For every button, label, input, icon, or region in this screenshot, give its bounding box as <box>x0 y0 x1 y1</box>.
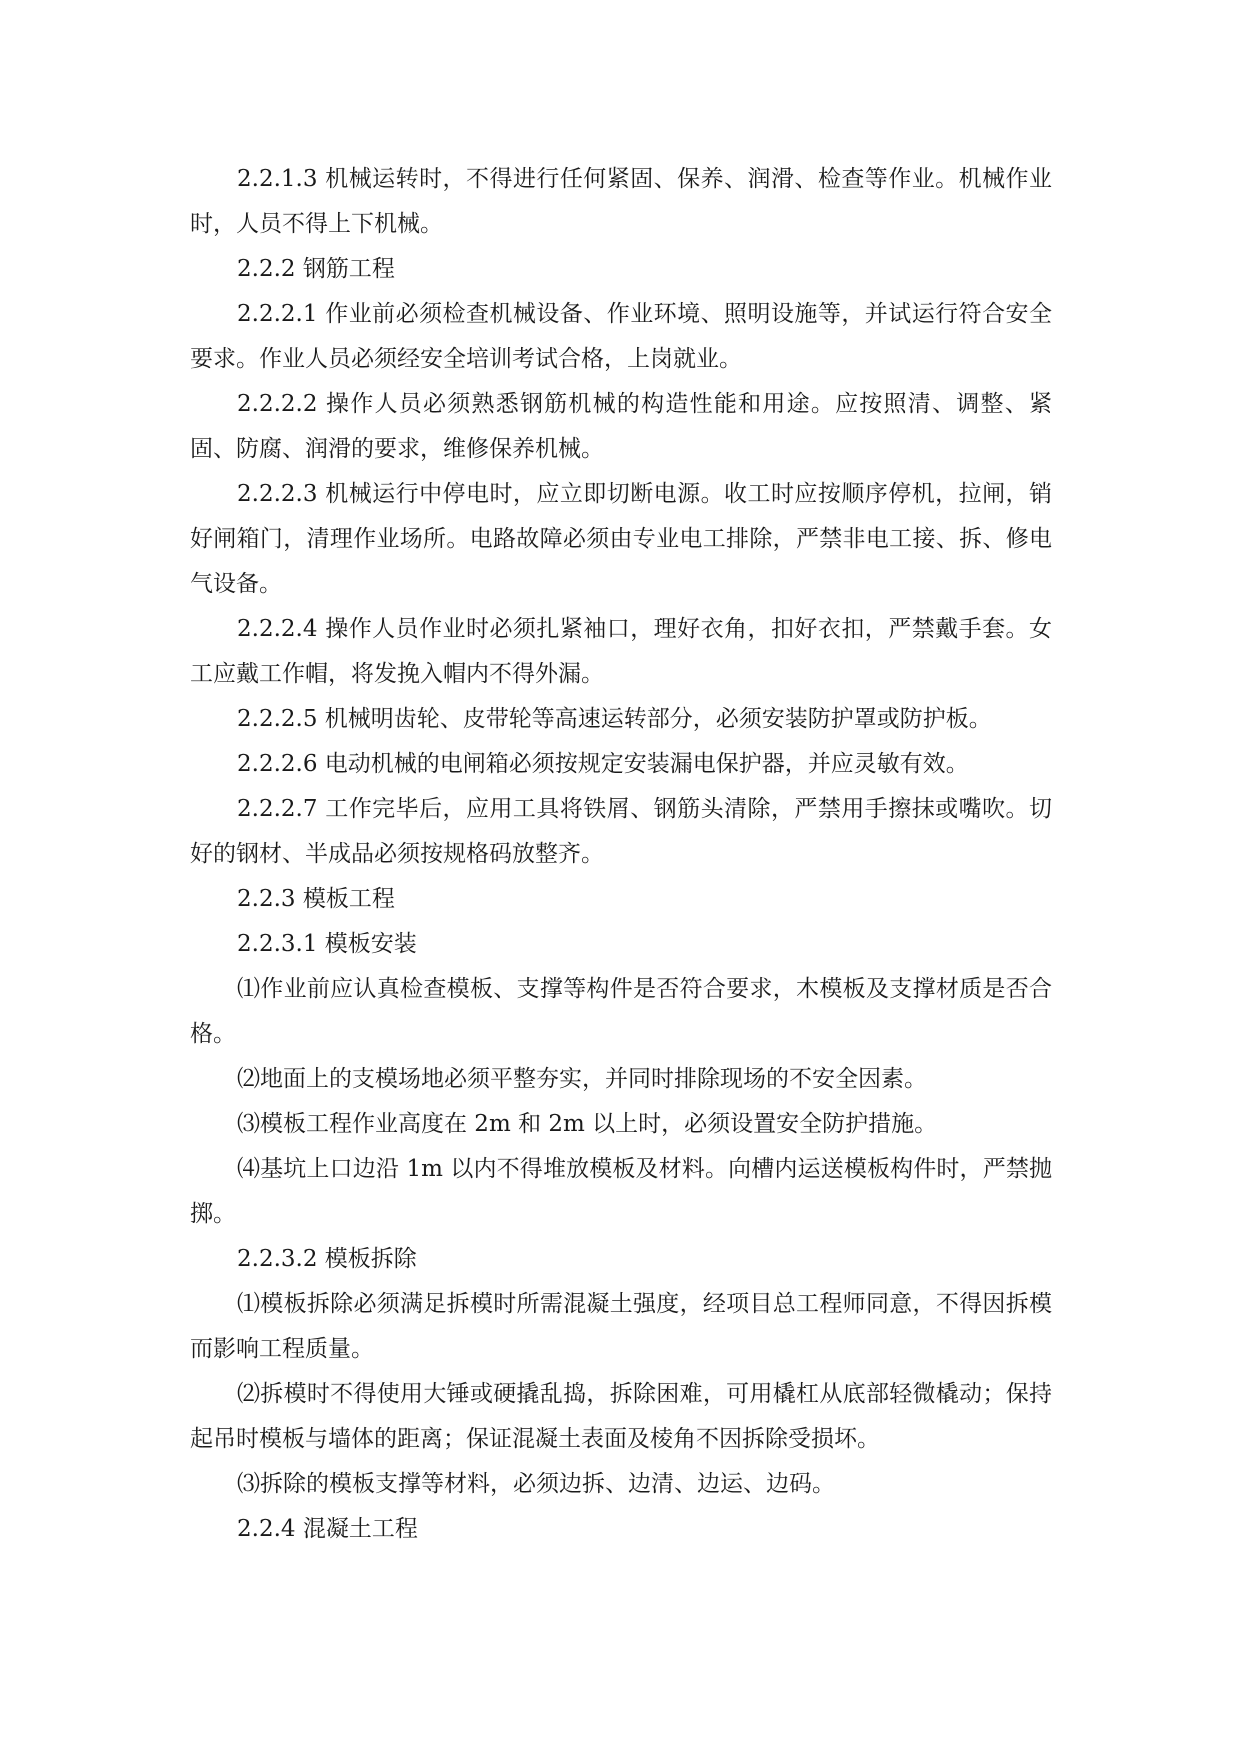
document-body <box>190 157 1052 1552</box>
list-item-removal-3: ⑶拆除的模板支撑等材料，必须边拆、边清、边运、边码。 <box>237 1471 835 1497</box>
paragraph-2-2-2-4: 2.2.2.4 操作人员作业时必须扎紧袖口，理好衣角，扣好衣扣，严禁戴手套。女工应戴工作帽，将发挽入帽内不得外漏。 <box>190 616 1052 687</box>
paragraph-2-2-2-1: 2.2.2.1 作业前必须检查机械设备、作业环境、照明设施等，并试运行符合安全要求。作业人员必须经安全培训考试合格，上岗就业。 <box>190 301 1052 372</box>
paragraph-2-2-2-3: 2.2.2.3 机械运行中停电时，应立即切断电源。收工时应按顺序停机，拉闸，销好闸箱门，清理作业场所。电路故障必须由专业电工排除，严禁非电工接、拆、修电气设备。 <box>190 481 1052 597</box>
heading-2-2-3: 2.2.3 模板工程 <box>237 886 395 912</box>
list-item-install-4: ⑷基坑上口边沿 1m 以内不得堆放模板及材料。向槽内运送模板构件时，严禁抛掷。 <box>190 1156 1052 1227</box>
list-item-removal-2: ⑵拆模时不得使用大锤或硬撬乱捣，拆除困难，可用橇杠从底部轻微橇动；保持起吊时模板与墙体的距离；保证混凝土表面及棱角不因拆除受损坏。 <box>190 1381 1052 1452</box>
heading-2-2-3-2: 2.2.3.2 模板拆除 <box>237 1246 417 1272</box>
paragraph-2-2-2-6: 2.2.2.6 电动机械的电闸箱必须按规定安装漏电保护器，并应灵敏有效。 <box>237 751 969 777</box>
heading-2-2-2: 2.2.2 钢筋工程 <box>237 256 395 282</box>
list-item-removal-1: ⑴模板拆除必须满足拆模时所需混凝土强度，经项目总工程师同意，不得因拆模而影响工程质量。 <box>190 1291 1052 1362</box>
list-item-install-1: ⑴作业前应认真检查模板、支撑等构件是否符合要求，木模板及支撑材质是否合格。 <box>190 976 1052 1047</box>
paragraph-2-2-2-2: 2.2.2.2 操作人员必须熟悉钢筋机械的构造性能和用途。应按照清、调整、紧固、防腐、润滑的要求，维修保养机械。 <box>190 391 1052 462</box>
paragraph-2-2-1-3: 2.2.1.3 机械运转时，不得进行任何紧固、保养、润滑、检查等作业。机械作业时，人员不得上下机械。 <box>190 166 1052 237</box>
paragraph-2-2-2-7: 2.2.2.7 工作完毕后，应用工具将铁屑、钢筋头清除，严禁用手擦抹或嘴吹。切好的钢材、半成品必须按规格码放整齐。 <box>190 796 1052 867</box>
paragraph-2-2-2-5: 2.2.2.5 机械明齿轮、皮带轮等高速运转部分，必须安装防护罩或防护板。 <box>237 706 992 732</box>
heading-2-2-4: 2.2.4 混凝土工程 <box>237 1516 418 1542</box>
heading-2-2-3-1: 2.2.3.1 模板安装 <box>237 931 417 957</box>
list-item-install-2: ⑵地面上的支模场地必须平整夯实，并同时排除现场的不安全因素。 <box>237 1066 927 1092</box>
list-item-install-3: ⑶模板工程作业高度在 2m 和 2m 以上时，必须设置安全防护措施。 <box>237 1111 938 1137</box>
